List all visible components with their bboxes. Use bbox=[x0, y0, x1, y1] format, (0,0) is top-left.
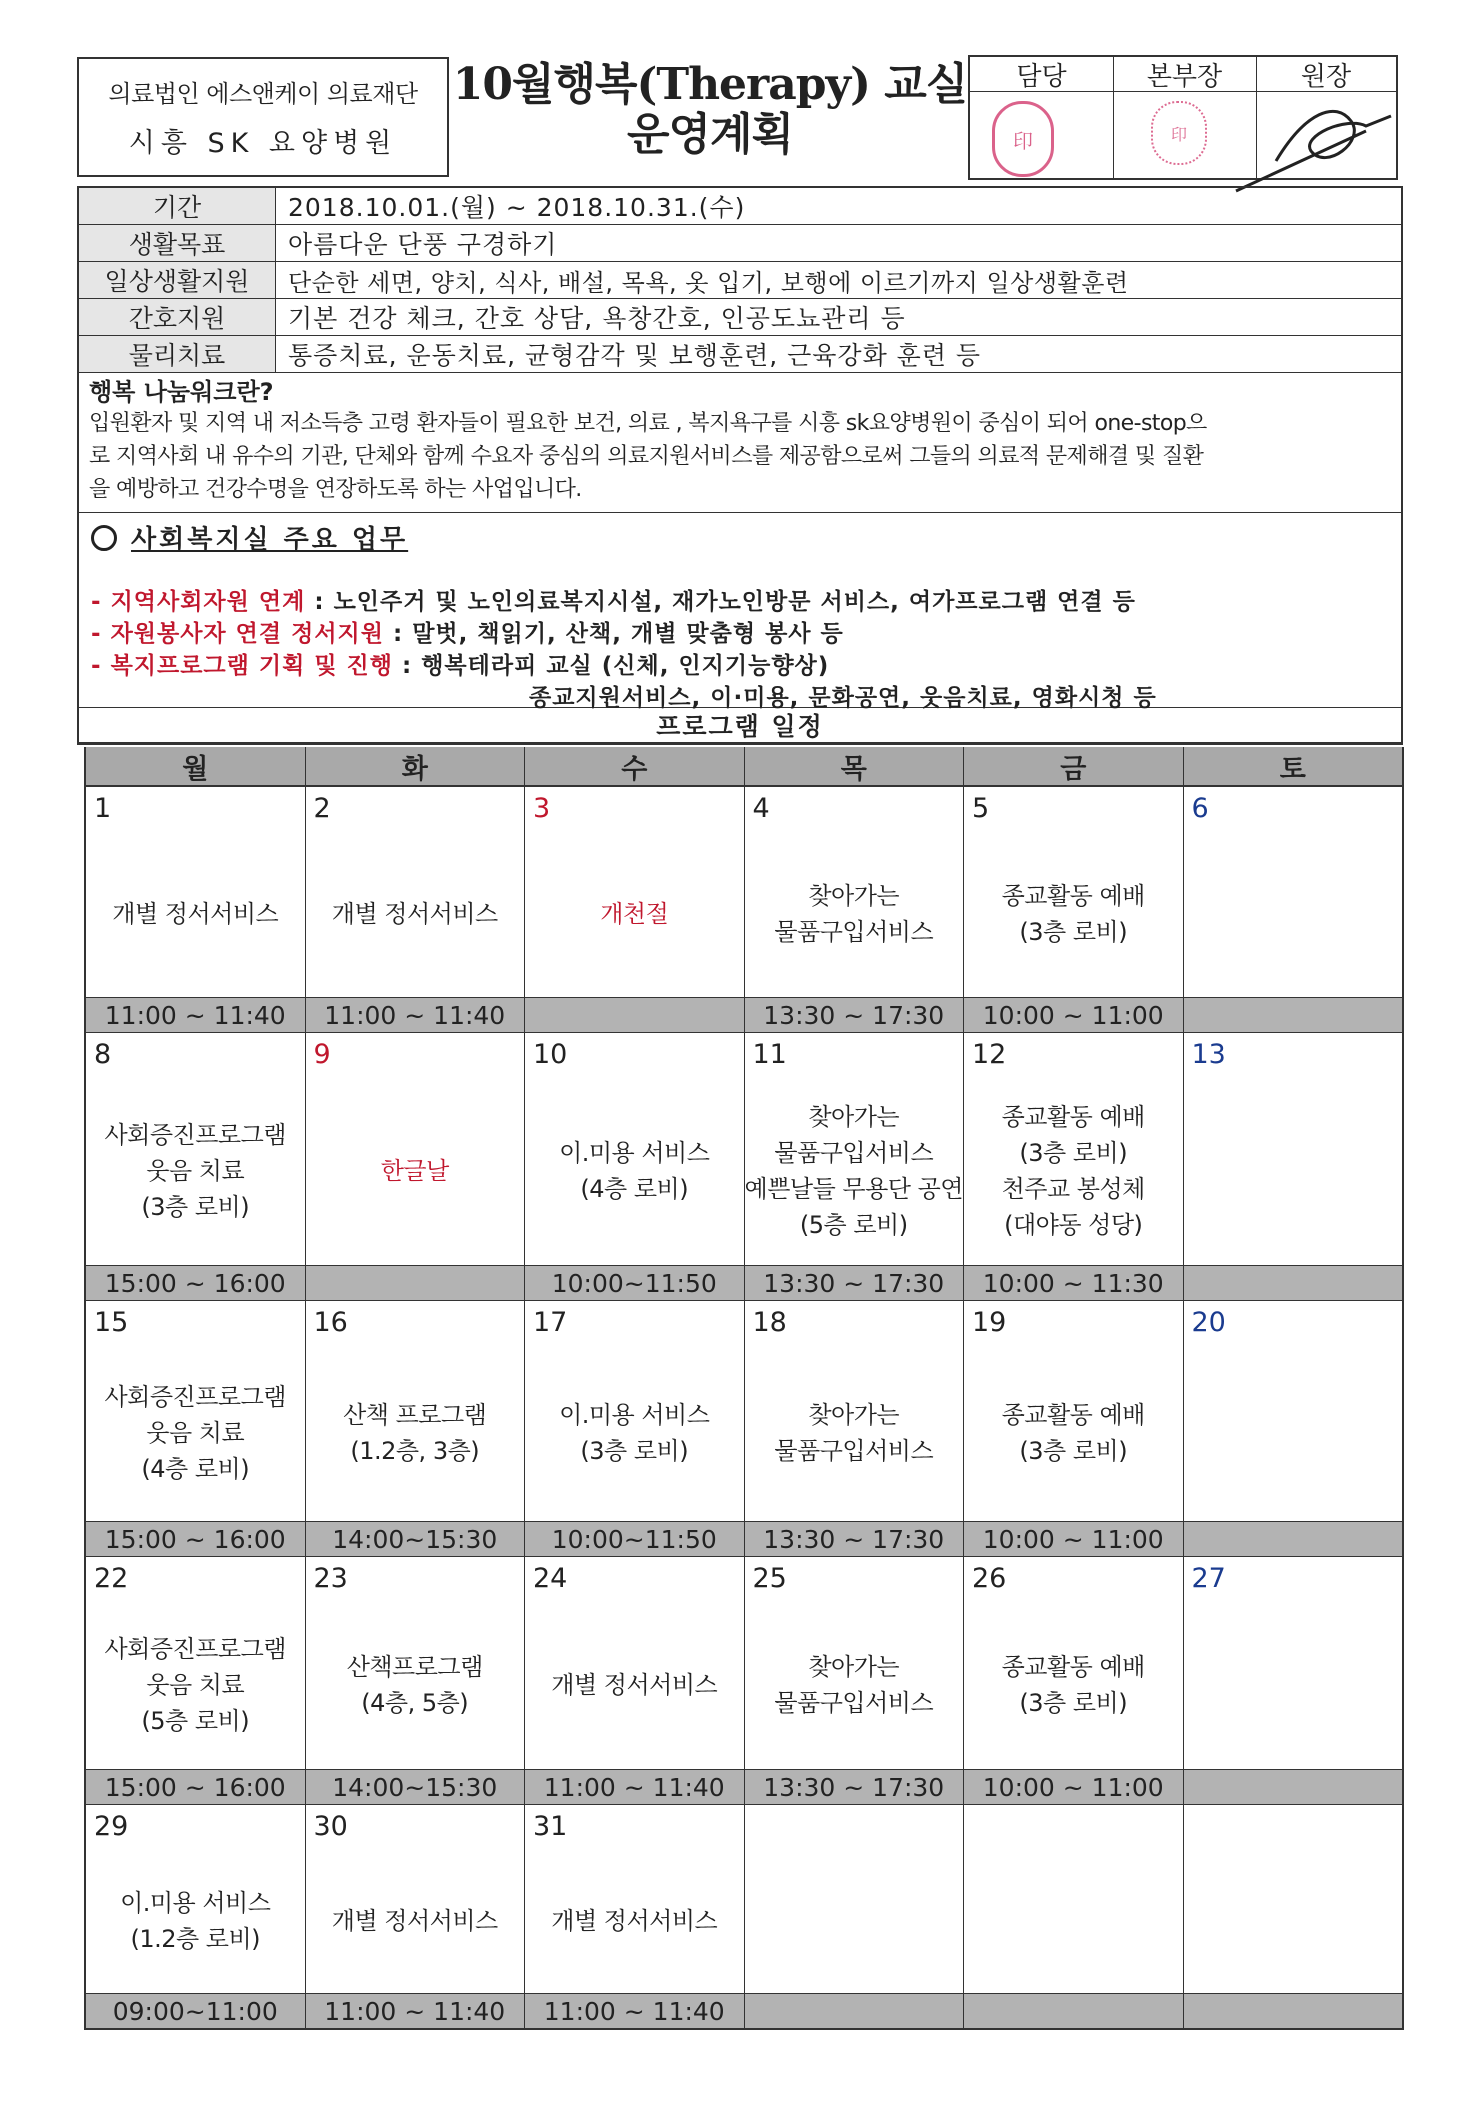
day-number: 8 bbox=[94, 1039, 112, 1070]
activity-time: 10:00 ~ 11:00 bbox=[964, 998, 1184, 1032]
info-row-nursing bbox=[79, 299, 1401, 336]
day-number: 25 bbox=[752, 1563, 787, 1594]
activity-time: 14:00~15:30 bbox=[306, 1770, 526, 1804]
calendar-week-row bbox=[86, 1301, 1402, 1522]
calendar-day-cell bbox=[306, 1557, 526, 1769]
calendar-day-cell bbox=[964, 1301, 1184, 1521]
day-activity: 종교활동 예배 (3층 로비) bbox=[1001, 1401, 1145, 1465]
day-activity: 사회증진프로그램 웃음 치료 (3층 로비) bbox=[104, 1121, 286, 1221]
info-row-physio bbox=[79, 336, 1401, 373]
activity-time: 15:00 ~ 16:00 bbox=[86, 1770, 306, 1804]
duty-text: 행복테라피 교실 (신체, 인지기능향상) bbox=[421, 653, 830, 679]
day-number: 16 bbox=[313, 1307, 348, 1338]
day-activity: 찾아가는 물품구입서비스 bbox=[774, 882, 934, 946]
duty-item-continuation: 종교지원서비스, 이·미용, 문화공연, 웃음치료, 영화시청 등 bbox=[529, 685, 1157, 711]
title-line-2: 운영계획 bbox=[626, 109, 793, 160]
calendar-time-row bbox=[86, 998, 1402, 1033]
duties-heading-text: 사회복지실 주요 업무 bbox=[131, 525, 409, 555]
calendar-day-cell bbox=[86, 787, 306, 997]
description-title: 행복 나눔워크란? bbox=[89, 378, 274, 406]
weekday-mon: 월 bbox=[86, 747, 306, 785]
calendar-day-cell bbox=[86, 1033, 306, 1265]
day-activity bbox=[1184, 1849, 1403, 1993]
day-activity: 사회증진프로그램 웃음 치료 (5층 로비) bbox=[104, 1635, 286, 1735]
calendar-day-cell bbox=[525, 1805, 745, 1993]
duty-label: 자원봉사자 연결 정서지원 bbox=[110, 621, 384, 647]
social-welfare-duties bbox=[79, 513, 1401, 711]
calendar-time-row bbox=[86, 1770, 1402, 1805]
day-number: 18 bbox=[752, 1307, 787, 1338]
calendar-day-cell bbox=[306, 1805, 526, 1993]
circle-bullet-icon bbox=[91, 525, 117, 551]
day-activity bbox=[964, 1849, 1183, 1993]
calendar-day-cell bbox=[86, 1301, 306, 1521]
day-activity: 이.미용 서비스 (3층 로비) bbox=[559, 1401, 710, 1465]
day-number: 23 bbox=[313, 1563, 348, 1594]
calendar-day-cell bbox=[306, 1301, 526, 1521]
day-number: 6 bbox=[1191, 793, 1209, 824]
activity-time: 09:00~11:00 bbox=[86, 1994, 306, 2028]
activity-time: 13:30 ~ 17:30 bbox=[745, 1522, 965, 1556]
duty-text: 말벗, 책읽기, 산책, 개별 맞춤형 봉사 등 bbox=[412, 621, 844, 647]
day-number: 30 bbox=[313, 1811, 348, 1842]
day-number: 4 bbox=[752, 793, 770, 824]
day-activity: 종교활동 예배 (3층 로비) 천주교 봉성체 (대야동 성당) bbox=[1001, 1103, 1145, 1239]
day-number: 20 bbox=[1191, 1307, 1226, 1338]
activity-time: 11:00 ~ 11:40 bbox=[86, 998, 306, 1032]
activity-time: 13:30 ~ 17:30 bbox=[745, 998, 965, 1032]
day-activity: 종교활동 예배 (3층 로비) bbox=[1001, 1653, 1145, 1717]
calendar-day-cell bbox=[1184, 1301, 1403, 1521]
day-number: 27 bbox=[1191, 1563, 1226, 1594]
program-description bbox=[79, 373, 1401, 513]
day-number: 26 bbox=[972, 1563, 1007, 1594]
calendar-day-cell bbox=[525, 787, 745, 997]
day-number: 17 bbox=[533, 1307, 568, 1338]
calendar-day-cell bbox=[525, 1033, 745, 1265]
plan-info-table bbox=[77, 186, 1403, 745]
organization-name: 의료법인 에스앤케이 의료재단 bbox=[108, 80, 418, 108]
activity-time bbox=[1184, 1266, 1403, 1300]
title-line-1: 10월행복(Therapy) 교실 bbox=[452, 59, 968, 110]
calendar-day-cell bbox=[1184, 1033, 1403, 1265]
day-activity: 산책프로그램 (4층, 5층) bbox=[346, 1653, 483, 1717]
calendar-time-row bbox=[86, 1994, 1402, 2030]
calendar-day-cell bbox=[964, 1033, 1184, 1265]
activity-time: 11:00 ~ 11:40 bbox=[306, 1994, 526, 2028]
day-activity: 한글날 bbox=[380, 1157, 449, 1185]
calendar-day-cell bbox=[86, 1557, 306, 1769]
signature-icon bbox=[1216, 91, 1416, 201]
activity-time bbox=[1184, 1770, 1403, 1804]
day-activity bbox=[1184, 1077, 1403, 1265]
activity-time: 10:00 ~ 11:30 bbox=[964, 1266, 1184, 1300]
weekday-header-row bbox=[86, 747, 1402, 787]
seal-stamp-icon: 印 bbox=[992, 101, 1054, 177]
calendar-day-cell bbox=[745, 1033, 965, 1265]
duties-heading bbox=[91, 519, 1391, 556]
day-activity: 개별 정서서비스 bbox=[551, 1671, 718, 1699]
info-value: 단순한 세면, 양치, 식사, 배설, 목욕, 옷 입기, 보행에 이르기까지 일상생활훈련 bbox=[288, 268, 1129, 297]
day-activity: 이.미용 서비스 (1.2층 로비) bbox=[120, 1889, 271, 1953]
calendar-day-cell bbox=[525, 1557, 745, 1769]
day-number: 31 bbox=[533, 1811, 568, 1842]
organization-box bbox=[77, 57, 449, 177]
activity-time: 10:00~11:50 bbox=[525, 1266, 745, 1300]
program-calendar bbox=[84, 747, 1404, 2030]
day-activity: 개별 정서서비스 bbox=[551, 1907, 718, 1935]
calendar-day-cell bbox=[964, 787, 1184, 997]
duty-item: - 지역사회자원 연계 : 노인주거 및 노인의료복지시설, 재가노인방문 서비스, 여가프로그램 연결 등 bbox=[91, 589, 1136, 615]
calendar-day-cell bbox=[306, 787, 526, 997]
day-number: 12 bbox=[972, 1039, 1007, 1070]
activity-time: 10:00 ~ 11:00 bbox=[964, 1522, 1184, 1556]
day-activity: 찾아가는 물품구입서비스 예쁜날들 무용단 공연 (5층 로비) bbox=[744, 1103, 963, 1239]
day-number: 3 bbox=[533, 793, 551, 824]
day-activity: 개별 정서서비스 bbox=[331, 1907, 498, 1935]
weekday-sat: 토 bbox=[1279, 753, 1306, 785]
day-number: 5 bbox=[972, 793, 990, 824]
calendar-day-cell bbox=[964, 1805, 1184, 1993]
activity-time bbox=[964, 1994, 1184, 2028]
day-activity bbox=[1184, 831, 1403, 997]
day-activity: 종교활동 예배 (3층 로비) bbox=[1001, 882, 1145, 946]
calendar-day-cell bbox=[745, 1805, 965, 1993]
activity-time bbox=[1184, 1522, 1403, 1556]
calendar-week-row bbox=[86, 787, 1402, 998]
info-value: 기본 건강 체크, 간호 상담, 욕창간호, 인공도뇨관리 등 bbox=[288, 304, 906, 333]
approval-cell-head bbox=[1256, 91, 1396, 178]
calendar-week-row bbox=[86, 1033, 1402, 1266]
day-activity: 이.미용 서비스 (4층 로비) bbox=[559, 1139, 710, 1203]
day-activity: 찾아가는 물품구입서비스 bbox=[774, 1653, 934, 1717]
info-label: 물리치료 bbox=[79, 336, 276, 372]
activity-time bbox=[306, 1266, 526, 1300]
info-row-daily-support bbox=[79, 262, 1401, 299]
activity-time bbox=[745, 1994, 965, 2028]
info-label: 생활목표 bbox=[79, 225, 276, 261]
duty-item: - 자원봉사자 연결 정서지원 : 말벗, 책읽기, 산책, 개별 맞춤형 봉사 등 bbox=[91, 621, 844, 647]
weekday-tue: 화 bbox=[306, 747, 526, 785]
calendar-day-cell bbox=[1184, 1805, 1403, 1993]
activity-time: 15:00 ~ 16:00 bbox=[86, 1266, 306, 1300]
duty-label: 복지프로그램 기획 및 진행 bbox=[110, 653, 393, 679]
day-activity bbox=[745, 1849, 964, 1993]
day-number: 29 bbox=[94, 1811, 129, 1842]
calendar-day-cell bbox=[745, 1557, 965, 1769]
calendar-day-cell bbox=[525, 1301, 745, 1521]
day-number: 13 bbox=[1191, 1039, 1226, 1070]
day-number: 11 bbox=[752, 1039, 787, 1070]
day-activity: 사회증진프로그램 웃음 치료 (4층 로비) bbox=[104, 1383, 286, 1483]
info-label: 간호지원 bbox=[79, 299, 276, 335]
approval-box bbox=[968, 55, 1398, 180]
info-label: 기간 bbox=[79, 188, 276, 224]
weekday-wed: 수 bbox=[525, 747, 745, 785]
activity-time: 11:00 ~ 11:40 bbox=[525, 1770, 745, 1804]
approval-header-director: 본부장 bbox=[1113, 57, 1257, 92]
day-number: 15 bbox=[94, 1307, 129, 1338]
description-line: 로 지역사회 내 유수의 기관, 단체와 함께 수요자 중심의 의료지원서비스를 제공함으로써 그들의 의료적 문제해결 및 질환 bbox=[89, 444, 1204, 469]
calendar-caption: 프로그램 일정 bbox=[79, 708, 1401, 743]
activity-time: 10:00 ~ 11:00 bbox=[964, 1770, 1184, 1804]
info-value: 2018.10.01.(월) ~ 2018.10.31.(수) bbox=[288, 193, 746, 222]
seal-stamp-icon: 印 bbox=[1151, 101, 1207, 165]
approval-cell-staff bbox=[970, 91, 1114, 178]
info-label: 일상생활지원 bbox=[79, 262, 276, 298]
hospital-name: 시흥 SK 요양병원 bbox=[128, 128, 398, 159]
info-value: 아름다운 단풍 구경하기 bbox=[288, 230, 558, 259]
duty-item: - 복지프로그램 기획 및 진행 : 행복테라피 교실 (신체, 인지기능향상) bbox=[91, 653, 830, 679]
calendar-time-row bbox=[86, 1522, 1402, 1557]
activity-time: 15:00 ~ 16:00 bbox=[86, 1522, 306, 1556]
calendar-day-cell bbox=[86, 1805, 306, 1993]
day-number: 2 bbox=[313, 793, 331, 824]
description-line: 입원환자 및 지역 내 저소득층 고령 환자들이 필요한 보건, 의료 , 복지욕구를 시흥 sk요양병원이 중심이 되어 one-stop으 bbox=[89, 411, 1207, 436]
info-row-period bbox=[79, 188, 1401, 225]
day-number: 1 bbox=[94, 793, 112, 824]
activity-time: 14:00~15:30 bbox=[306, 1522, 526, 1556]
day-number: 9 bbox=[313, 1039, 331, 1070]
calendar-week-row bbox=[86, 1557, 1402, 1770]
info-row-goal bbox=[79, 225, 1401, 262]
day-activity: 찾아가는 물품구입서비스 bbox=[774, 1401, 934, 1465]
calendar-day-cell bbox=[745, 787, 965, 997]
day-activity: 산책 프로그램 (1.2층, 3층) bbox=[343, 1401, 487, 1465]
activity-time: 13:30 ~ 17:30 bbox=[745, 1266, 965, 1300]
calendar-day-cell bbox=[1184, 787, 1403, 997]
approval-header-staff: 담당 bbox=[970, 57, 1114, 92]
info-value: 통증치료, 운동치료, 균형감각 및 보행훈련, 근육강화 훈련 등 bbox=[288, 341, 982, 370]
duty-text: 노인주거 및 노인의료복지시설, 재가노인방문 서비스, 여가프로그램 연결 등 bbox=[333, 589, 1136, 615]
approval-header-head: 원장 bbox=[1256, 57, 1396, 92]
day-activity: 개별 정서서비스 bbox=[331, 900, 498, 928]
description-line: 을 예방하고 건강수명을 연장하도록 하는 사업입니다. bbox=[89, 477, 582, 502]
duty-label: 지역사회자원 연계 bbox=[110, 589, 306, 615]
day-number: 19 bbox=[972, 1307, 1007, 1338]
day-activity: 개별 정서서비스 bbox=[112, 900, 279, 928]
activity-time bbox=[525, 998, 745, 1032]
calendar-day-cell bbox=[745, 1301, 965, 1521]
activity-time bbox=[1184, 998, 1403, 1032]
day-activity bbox=[1184, 1345, 1403, 1521]
activity-time: 13:30 ~ 17:30 bbox=[745, 1770, 965, 1804]
day-number: 22 bbox=[94, 1563, 129, 1594]
calendar-day-cell bbox=[964, 1557, 1184, 1769]
day-activity bbox=[1184, 1601, 1403, 1769]
day-number: 24 bbox=[533, 1563, 568, 1594]
document-title bbox=[440, 60, 980, 180]
activity-time: 11:00 ~ 11:40 bbox=[306, 998, 526, 1032]
calendar-time-row bbox=[86, 1266, 1402, 1301]
day-number: 10 bbox=[533, 1039, 568, 1070]
weekday-thu: 목 bbox=[745, 747, 965, 785]
day-activity: 개천절 bbox=[600, 900, 669, 928]
weekday-fri: 금 bbox=[964, 747, 1184, 785]
calendar-day-cell bbox=[1184, 1557, 1403, 1769]
calendar-week-row bbox=[86, 1805, 1402, 1994]
activity-time bbox=[1184, 1994, 1403, 2028]
activity-time: 10:00~11:50 bbox=[525, 1522, 745, 1556]
activity-time: 11:00 ~ 11:40 bbox=[525, 1994, 745, 2028]
calendar-day-cell bbox=[306, 1033, 526, 1265]
